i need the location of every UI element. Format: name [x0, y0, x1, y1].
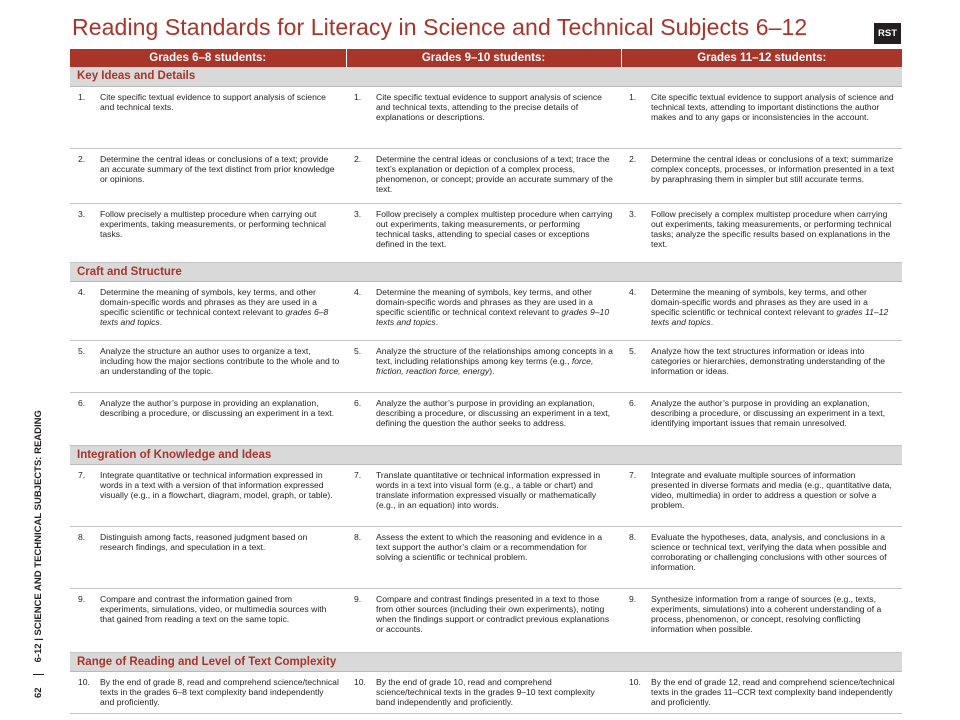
standards-body: [70, 67, 902, 713]
standard-cell: [346, 526, 621, 588]
standard-text: Determine the meaning of symbols, key terms, and other domain-specific words and phrases as they are used in a specific scientific or technical context relevant to grades 11–12 texts and topics.: [651, 286, 889, 328]
standard-number: 7.: [78, 469, 86, 480]
page-title: Reading Standards for Literacy in Science and Technical Subjects 6–12: [72, 14, 808, 40]
standard-cell: [70, 148, 346, 203]
standard-number: 4.: [354, 286, 362, 297]
column-header-row: [70, 49, 902, 67]
standard-number: 10.: [354, 676, 366, 687]
standard-cell: [621, 86, 902, 148]
standard-cell: [346, 588, 621, 652]
standard-number: 3.: [354, 208, 362, 219]
standard-row: [70, 464, 902, 526]
rst-badge: RST: [874, 23, 901, 44]
standard-number: 4.: [629, 286, 637, 297]
section-header: [70, 67, 902, 86]
standard-number: 9.: [629, 593, 637, 604]
standard-cell: [621, 148, 902, 203]
section-title: Integration of Knowledge and Ideas: [70, 445, 902, 464]
standard-cell: [621, 588, 902, 652]
standard-text: Integrate quantitative or technical information expressed in words in a text with a version of that information expressed visually (e.g., in a flowchart, diagram, model, graph, or table).: [100, 469, 333, 501]
standard-number: 5.: [629, 345, 637, 356]
standard-text: By the end of grade 12, read and comprehend science/technical texts in the grades 11–CCR text complexity band independently and proficiently.: [651, 676, 895, 708]
standard-number: 2.: [354, 153, 362, 164]
standard-text: Analyze the structure of the relationships among concepts in a text, including relationships among key terms (e.g., force, friction, reaction force, energy).: [376, 345, 613, 377]
standard-cell: [346, 281, 621, 340]
standard-cell: [70, 203, 346, 262]
standard-number: 7.: [354, 469, 362, 480]
standard-number: 10.: [78, 676, 90, 687]
standard-row: [70, 671, 902, 713]
standard-number: 4.: [78, 286, 86, 297]
standard-text: Compare and contrast findings presented in a text to those from other sources (including their own experiments), noting when the findings support or contradict previous explanations or accounts.: [376, 593, 610, 635]
standards-table: [70, 49, 902, 714]
standard-number: 2.: [78, 153, 86, 164]
standard-text: Cite specific textual evidence to support analysis of science and technical texts, attending to important distinctions the author makes and to any gaps or inconsistencies in the account.: [651, 91, 894, 123]
standard-row: [70, 340, 902, 392]
standard-text: Integrate and evaluate multiple sources of information presented in diverse formats and media (e.g., quantitative data, video, multimedia) in order to address a question or solve a problem.: [651, 469, 892, 511]
standard-row: [70, 281, 902, 340]
section-title: Craft and Structure: [70, 262, 902, 281]
standard-text: Determine the central ideas or conclusions of a text; summarize complex concepts, processes, or information presented in a text by paraphrasing them in simpler but still accurate terms.: [651, 153, 895, 185]
standard-text: Cite specific textual evidence to support analysis of science and technical texts, attending to the precise details of explanations or descriptions.: [376, 91, 602, 123]
standard-text: Compare and contrast the information gained from experiments, simulations, video, or multimedia sources with that gained from reading a text on the same topic.: [100, 593, 327, 625]
standard-text: Analyze the author’s purpose in providing an explanation, describing a procedure, or discussing an experiment in a text, defining the question the author seeks to address.: [376, 397, 611, 429]
standard-text: Analyze the author’s purpose in providing an explanation, describing a procedure, or discussing an experiment in a text.: [100, 397, 335, 418]
section-header: [70, 652, 902, 671]
standard-text: Follow precisely a complex multistep procedure when carrying out experiments, taking measurements, or performing technical tasks, attending to special cases or exceptions defined in the text.: [376, 208, 613, 250]
standard-number: 10.: [629, 676, 641, 687]
standard-text: Analyze the structure an author uses to organize a text, including how the major sections contribute to the whole and to an understanding of the topic.: [100, 345, 340, 377]
standard-text: Determine the meaning of symbols, key terms, and other domain-specific words and phrases as they are used in a specific scientific or technical context relevant to grades 9–10 texts and topics.: [376, 286, 610, 328]
standard-cell: [346, 392, 621, 445]
standard-number: 6.: [78, 397, 86, 408]
standard-row: [70, 203, 902, 262]
standard-cell: [346, 86, 621, 148]
page-number: 62: [33, 687, 44, 698]
standard-number: 9.: [354, 593, 362, 604]
standard-number: 5.: [78, 345, 86, 356]
standard-cell: [621, 203, 902, 262]
standard-text: Distinguish among facts, reasoned judgment based on research findings, and speculation in a text.: [100, 531, 308, 552]
standard-text: Analyze the author’s purpose in providing an explanation, describing a procedure, or discussing an experiment in a text, identifying important issues that remain unresolved.: [651, 397, 886, 429]
standard-text: Cite specific textual evidence to support analysis of science and technical texts.: [100, 91, 326, 112]
standard-number: 9.: [78, 593, 86, 604]
standard-text: Analyze how the text structures information or ideas into categories or hierarchies, demonstrating understanding of the information or ideas.: [651, 345, 886, 377]
standard-row: [70, 392, 902, 445]
standard-cell: [621, 392, 902, 445]
standard-number: 6.: [629, 397, 637, 408]
standard-number: 5.: [354, 345, 362, 356]
standard-row: [70, 526, 902, 588]
standard-text: Follow precisely a complex multistep procedure when carrying out experiments, taking measurements, or performing technical tasks; analyze the specific results based on explanations in the text.: [651, 208, 892, 250]
column-header-grades-11-12: Grades 11–12 students:: [621, 49, 902, 67]
standard-number: 8.: [629, 531, 637, 542]
standard-cell: [346, 203, 621, 262]
standard-text: Determine the meaning of symbols, key terms, and other domain-specific words and phrases as they are used in a specific scientific or technical context relevant to grades 6–8 texts and topics.: [100, 286, 329, 328]
standard-text: By the end of grade 8, read and comprehend science/technical texts in the grades 6–8 text complexity band independently and proficiently.: [100, 676, 339, 708]
standard-text: Translate quantitative or technical information expressed in words in a text into visual form (e.g., a table or chart) and translate information expressed visually or mathematically (e.g., in an equation) into words.: [376, 469, 601, 511]
standard-row: [70, 86, 902, 148]
standard-cell: [621, 340, 902, 392]
standard-cell: [70, 392, 346, 445]
standard-text: Assess the extent to which the reasoning and evidence in a text support the author’s claim or a recommendation for solving a scientific or technical problem.: [376, 531, 602, 563]
column-header-grades-9-10: Grades 9–10 students:: [346, 49, 621, 67]
standard-number: 3.: [78, 208, 86, 219]
standard-text: Synthesize information from a range of sources (e.g., texts, experiments, simulations) into a coherent understanding of a process, phenomenon, or concept, resolving conflicting information when possible.: [651, 593, 882, 635]
standard-cell: [621, 671, 902, 713]
standard-text: Follow precisely a multistep procedure when carrying out experiments, taking measurements, or performing technical tasks.: [100, 208, 326, 240]
standard-cell: [346, 671, 621, 713]
running-head-text: 6-12 | SCIENCE AND TECHNICAL SUBJECTS: READING: [33, 410, 44, 663]
section-header: [70, 262, 902, 281]
column-header-grades-6-8: Grades 6–8 students:: [70, 49, 346, 67]
standard-number: 8.: [354, 531, 362, 542]
standard-row: [70, 588, 902, 652]
standard-number: 1.: [629, 91, 637, 102]
standard-number: 8.: [78, 531, 86, 542]
standard-number: 1.: [78, 91, 86, 102]
standard-text: Determine the central ideas or conclusions of a text; provide an accurate summary of the text distinct from prior knowledge or opinions.: [100, 153, 335, 185]
standard-cell: [70, 671, 346, 713]
standard-row: [70, 148, 902, 203]
standard-number: 7.: [629, 469, 637, 480]
standard-cell: [621, 281, 902, 340]
standard-cell: [70, 464, 346, 526]
standard-text: Determine the central ideas or conclusions of a text; trace the text’s explanation or depiction of a complex process, phenomenon, or concept; provide an accurate summary of the text.: [376, 153, 613, 195]
standard-number: 1.: [354, 91, 362, 102]
standard-text: Evaluate the hypotheses, data, analysis, and conclusions in a science or technical text, verifying the data when possible and corroborating or challenging conclusions with other sources of information.: [651, 531, 887, 573]
standard-cell: [346, 148, 621, 203]
standard-cell: [621, 464, 902, 526]
standard-cell: [346, 340, 621, 392]
standard-text: By the end of grade 10, read and comprehend science/technical texts in the grades 9–10 text complexity band independently and proficiently.: [376, 676, 595, 708]
standard-cell: [70, 588, 346, 652]
standard-cell: [70, 281, 346, 340]
standard-cell: [621, 526, 902, 588]
section-title: Key Ideas and Details: [70, 67, 902, 86]
standard-number: 6.: [354, 397, 362, 408]
standard-number: 3.: [629, 208, 637, 219]
standard-cell: [70, 526, 346, 588]
standard-number: 2.: [629, 153, 637, 164]
standard-cell: [346, 464, 621, 526]
standard-cell: [70, 86, 346, 148]
section-header: [70, 445, 902, 464]
separator-bar: [33, 674, 44, 675]
section-title: Range of Reading and Level of Text Complexity: [70, 652, 902, 671]
standard-cell: [70, 340, 346, 392]
side-running-label: [33, 410, 44, 698]
